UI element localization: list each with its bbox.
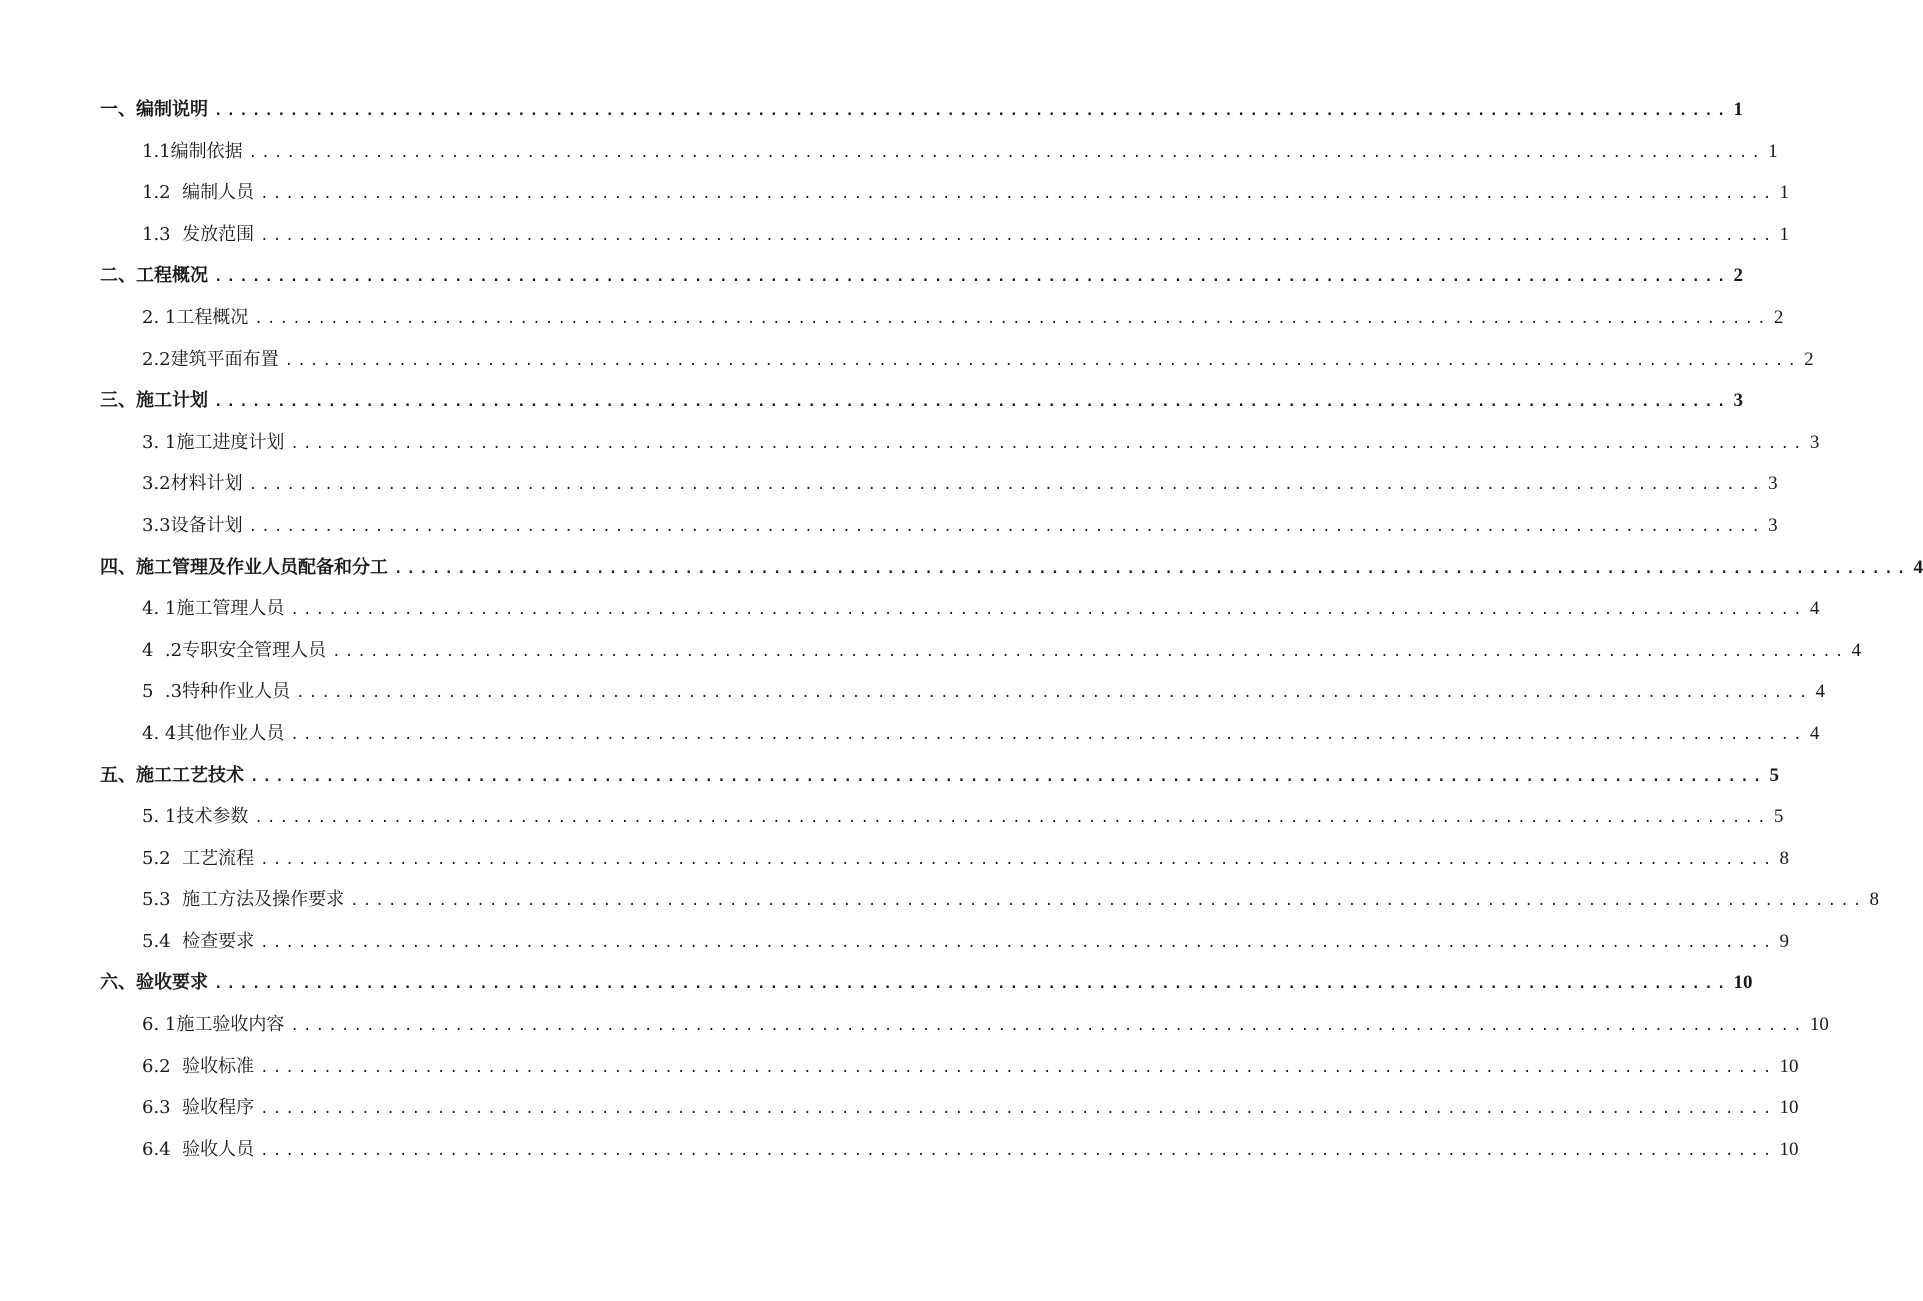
toc-page-number: 1: [1733, 99, 1743, 120]
toc-chapter-entry[interactable]: [100, 255, 1743, 297]
toc-entry-label: 1.2 编制人员: [142, 182, 255, 204]
toc-dot-leader: ........................................................................................................................: [332, 643, 1848, 660]
toc-dot-leader: ........................................................................................................................: [260, 1059, 1776, 1076]
toc-section-entry[interactable]: [100, 1004, 1829, 1046]
toc-entry-label: 一、编制说明: [100, 99, 208, 120]
toc-dot-leader: ........................................................................................................................: [260, 186, 1776, 203]
toc-entry-label: 5.3 施工方法及操作要求: [142, 889, 345, 911]
toc-entry-label: 2. 1工程概况: [142, 306, 249, 328]
toc-entry-label: 4. 4其他作业人员: [142, 722, 285, 744]
toc-section-entry[interactable]: [100, 1129, 1799, 1171]
toc-page-number: 5: [1769, 764, 1779, 786]
toc-section-entry[interactable]: [100, 297, 1784, 339]
toc-dot-leader: ........................................................................................................................: [254, 310, 1770, 327]
toc-section-entry[interactable]: [100, 921, 1790, 963]
toc-dot-leader: ........................................................................................................................: [248, 518, 1765, 535]
toc-section-entry[interactable]: [100, 588, 1820, 630]
toc-dot-leader: ........................................................................................................................: [254, 810, 1770, 827]
toc-page-number: 8: [1869, 889, 1880, 911]
toc-page-number: 2: [1804, 348, 1814, 370]
toc-section-entry[interactable]: [100, 505, 1778, 547]
toc-section-entry[interactable]: [100, 630, 1862, 672]
toc-page-number: 9: [1779, 930, 1790, 952]
toc-dot-leader: ........................................................................................................................: [290, 1018, 1806, 1035]
toc-entry-label: 五、施工工艺技术: [100, 764, 244, 786]
toc-entry-label: 3.3设备计划: [142, 514, 243, 536]
toc-dot-leader: ........................................................................................................................: [284, 352, 1801, 369]
toc-page-number: 3: [1809, 431, 1820, 453]
toc-chapter-entry[interactable]: [100, 755, 1779, 797]
toc-entry-label: 5.4 检查要求: [142, 930, 255, 952]
toc-entry-label: 6.3 验收程序: [142, 1097, 255, 1119]
toc-dot-leader: ........................................................................................................................: [394, 560, 1910, 577]
toc-page-number: 5: [1773, 806, 1784, 828]
toc-entry-label: 3.2材料计划: [142, 473, 243, 495]
toc-page-number: 3: [1768, 473, 1778, 495]
toc-dot-leader: ........................................................................................................................: [248, 144, 1765, 161]
toc-page-number: 8: [1779, 847, 1790, 869]
toc-page-number: 4: [1809, 722, 1820, 744]
toc-page-number: 10: [1779, 1097, 1799, 1119]
toc-dot-leader: ........................................................................................................................: [260, 934, 1776, 951]
toc-dot-leader: ........................................................................................................................: [214, 394, 1730, 411]
toc-section-entry[interactable]: [100, 671, 1826, 713]
toc-dot-leader: ........................................................................................................................: [290, 726, 1806, 743]
toc-page-number: 1: [1768, 140, 1778, 162]
toc-page-number: 4: [1851, 639, 1862, 661]
toc-entry-label: 2.2建筑平面布置: [142, 348, 279, 370]
toc-page-number: 10: [1779, 1138, 1799, 1160]
toc-page-number: 4: [1809, 598, 1820, 620]
toc-entry-label: 1.3 发放范围: [142, 223, 255, 245]
toc-entry-label: 四、施工管理及作业人员配备和分工: [100, 556, 388, 578]
toc-section-entry[interactable]: [100, 879, 1880, 921]
toc-entry-label: 六、验收要求: [100, 972, 208, 994]
toc-page-number: 3: [1733, 390, 1743, 412]
toc-section-entry[interactable]: [100, 796, 1784, 838]
toc-page-number: 2: [1733, 265, 1743, 287]
toc-section-entry[interactable]: [100, 1087, 1799, 1129]
toc-page-number: 4: [1913, 556, 1923, 578]
toc-section-entry[interactable]: [100, 463, 1778, 505]
toc-entry-label: 6.2 验收标准: [142, 1055, 255, 1077]
toc-dot-leader: ........................................................................................................................: [296, 685, 1812, 702]
toc-dot-leader: ........................................................................................................................: [260, 851, 1776, 868]
toc-dot-leader: ........................................................................................................................: [250, 768, 1766, 785]
toc-section-entry[interactable]: [100, 214, 1790, 256]
toc-page-number: 1: [1779, 223, 1790, 245]
toc-page-number: 4: [1815, 681, 1826, 703]
toc-page-number: 1: [1779, 182, 1790, 204]
toc-entry-label: 5. 1技术参数: [142, 806, 249, 828]
toc-entry-label: 3. 1施工进度计划: [142, 431, 285, 453]
toc-chapter-entry[interactable]: [100, 380, 1743, 422]
toc-dot-leader: ........................................................................................................................: [248, 477, 1765, 494]
toc-section-entry[interactable]: [100, 131, 1778, 173]
toc-chapter-entry[interactable]: [100, 962, 1753, 1004]
toc-entry-label: 1.1编制依据: [142, 140, 243, 162]
table-of-contents: [100, 89, 1923, 1170]
toc-dot-leader: ........................................................................................................................: [290, 435, 1806, 452]
toc-page-number: 10: [1733, 972, 1753, 994]
toc-dot-leader: ........................................................................................................................: [214, 269, 1730, 286]
toc-dot-leader: ........................................................................................................................: [260, 1142, 1776, 1159]
toc-section-entry[interactable]: [100, 339, 1814, 381]
toc-dot-leader: ........................................................................................................................: [214, 976, 1730, 993]
toc-entry-label: 5 .3特种作业人员: [142, 681, 291, 703]
toc-section-entry[interactable]: [100, 713, 1820, 755]
toc-section-entry[interactable]: [100, 838, 1790, 880]
toc-entry-label: 6. 1施工验收内容: [142, 1014, 285, 1036]
toc-chapter-entry[interactable]: [100, 89, 1743, 131]
toc-dot-leader: ........................................................................................................................: [290, 602, 1806, 619]
toc-dot-leader: ........................................................................................................................: [260, 1101, 1776, 1118]
toc-dot-leader: ........................................................................................................................: [260, 227, 1776, 244]
toc-dot-leader: ........................................................................................................................: [350, 893, 1866, 910]
toc-section-entry[interactable]: [100, 422, 1820, 464]
toc-entry-label: 6.4 验收人员: [142, 1138, 255, 1160]
toc-section-entry[interactable]: [100, 1046, 1799, 1088]
toc-entry-label: 4 .2专职安全管理人员: [142, 639, 327, 661]
toc-entry-label: 4. 1施工管理人员: [142, 598, 285, 620]
toc-page-number: 10: [1809, 1014, 1829, 1036]
toc-page-number: 2: [1773, 306, 1784, 328]
toc-chapter-entry[interactable]: [100, 547, 1923, 589]
toc-dot-leader: ........................................................................................................................: [214, 103, 1730, 119]
toc-page-number: 10: [1779, 1055, 1799, 1077]
toc-page-number: 3: [1768, 514, 1778, 536]
toc-entry-label: 5.2 工艺流程: [142, 847, 255, 869]
toc-entry-label: 二、工程概况: [100, 265, 208, 287]
toc-entry-label: 三、施工计划: [100, 390, 208, 412]
toc-section-entry[interactable]: [100, 172, 1790, 214]
